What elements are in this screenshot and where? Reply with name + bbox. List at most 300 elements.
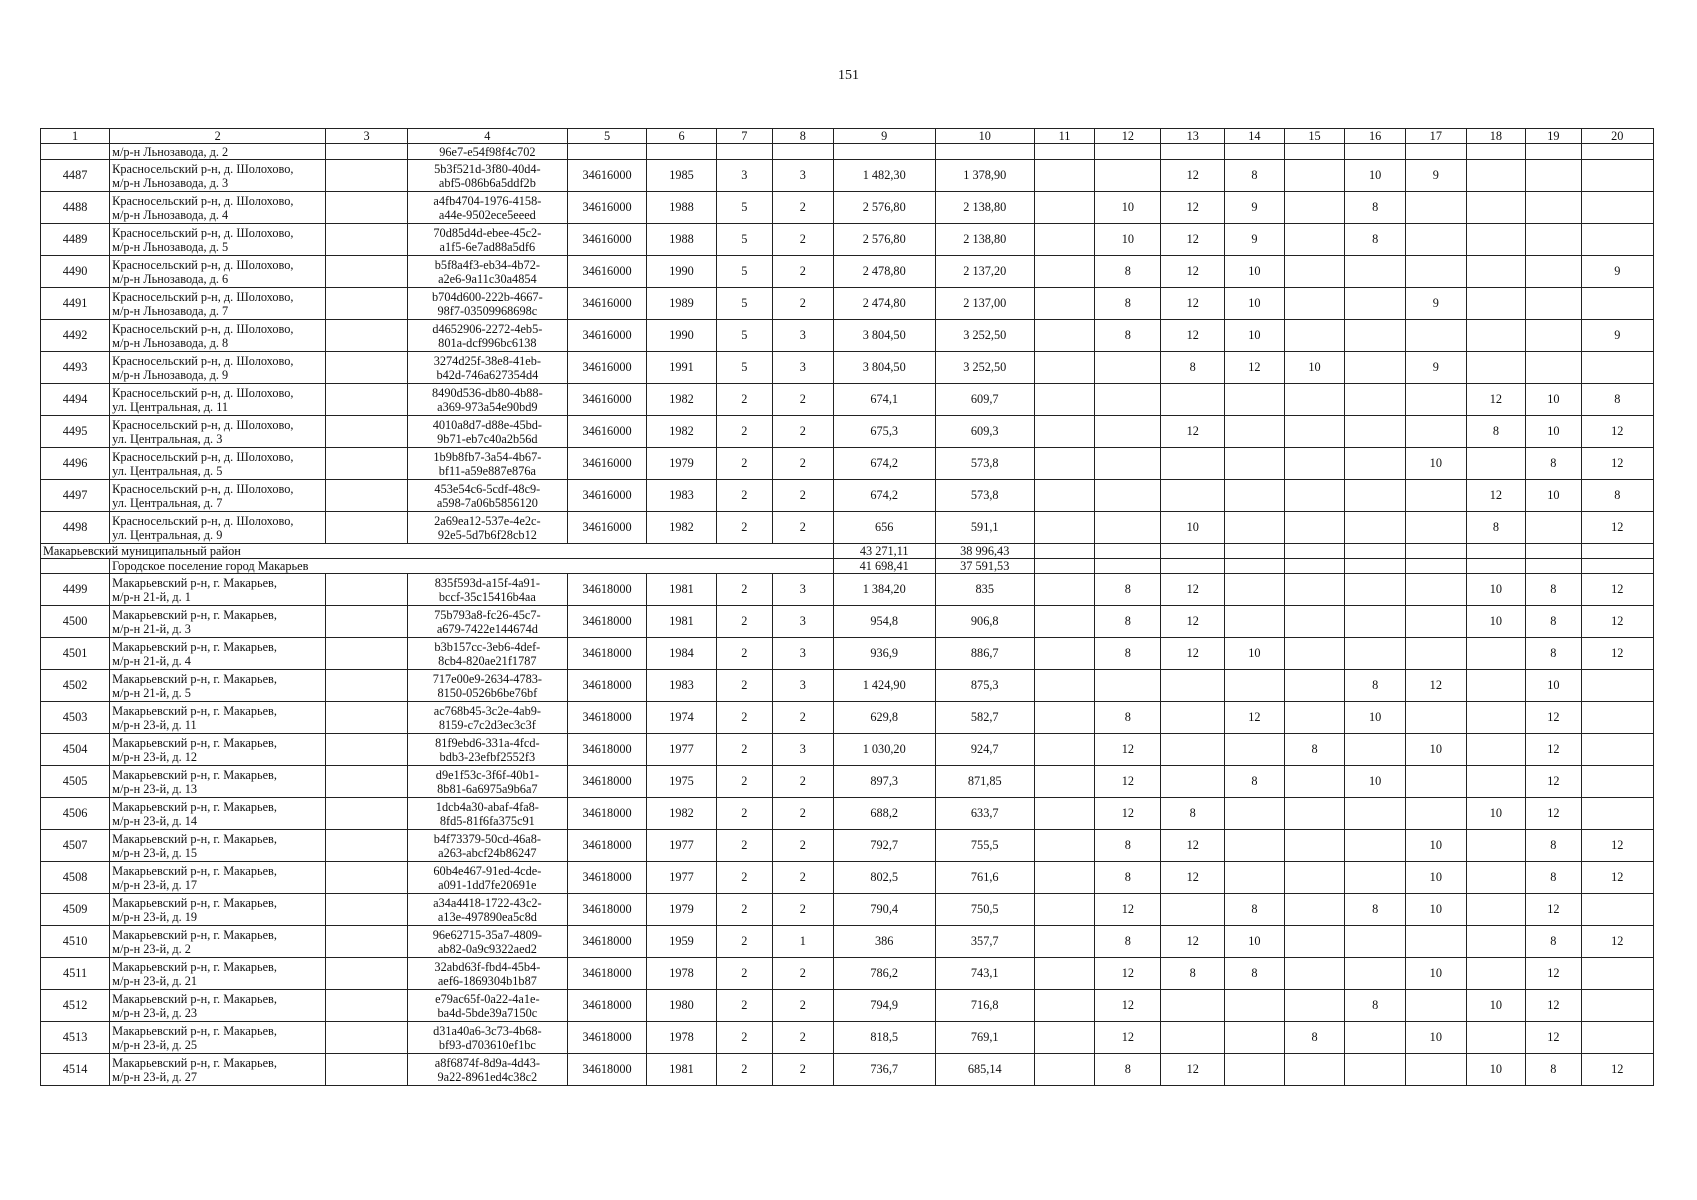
- value-cell: [1466, 702, 1526, 734]
- value-cell: 10: [1406, 1022, 1467, 1054]
- district-subtotal-row-living-area: 38 996,43: [935, 544, 1034, 559]
- cell: [1581, 144, 1653, 160]
- value-cell: [1284, 160, 1345, 192]
- value-cell: 12: [1161, 288, 1225, 320]
- value-cell: 2 576,80: [833, 224, 935, 256]
- column-number: 9: [833, 129, 935, 144]
- value-cell: 2 138,80: [935, 192, 1034, 224]
- value-cell: 8: [1095, 288, 1161, 320]
- address-cell-line: м/р-н 23-й, д. 23: [112, 1005, 198, 1020]
- guid-cell-line: 1dcb4a30-abaf-4fa8-: [435, 799, 539, 814]
- value-cell: 34616000: [567, 448, 647, 480]
- value-cell: [1284, 416, 1345, 448]
- value-cell: 12: [1161, 416, 1225, 448]
- table-row: [41, 416, 1654, 448]
- table-row: [41, 638, 1654, 670]
- value-cell: [1034, 160, 1095, 192]
- value-cell: 10: [1466, 606, 1526, 638]
- value-cell: 5: [716, 352, 772, 384]
- cell: [326, 574, 408, 606]
- value-cell: 12: [1526, 1022, 1581, 1054]
- table-row: [41, 160, 1654, 192]
- value-cell: 10: [1406, 830, 1467, 862]
- guid-cell-line: 60b4e467-91ed-4cde-: [433, 863, 542, 878]
- row-number: 4494: [41, 384, 110, 416]
- value-cell: 12: [1161, 224, 1225, 256]
- value-cell: [1161, 702, 1225, 734]
- value-cell: [1581, 798, 1653, 830]
- address-cell-line: Макарьевский р-н, г. Макарьев,: [112, 735, 277, 750]
- address-cell-line: Красносельский р-н, д. Шолохово,: [112, 289, 294, 304]
- value-cell: 2: [773, 830, 834, 862]
- value-cell: [1345, 958, 1406, 990]
- value-cell: 34616000: [567, 320, 647, 352]
- value-cell: 9: [1225, 224, 1285, 256]
- value-cell: [1034, 702, 1095, 734]
- cell: [1284, 544, 1345, 559]
- address-cell-line: ул. Центральная, д. 7: [112, 495, 223, 510]
- row-number: 4492: [41, 320, 110, 352]
- value-cell: [1284, 288, 1345, 320]
- column-number: 7: [716, 129, 772, 144]
- value-cell: [1581, 288, 1653, 320]
- guid-cell: [408, 990, 568, 1022]
- value-cell: [1161, 990, 1225, 1022]
- value-cell: 10: [1225, 926, 1285, 958]
- value-cell: 12: [1161, 574, 1225, 606]
- value-cell: 2 478,80: [833, 256, 935, 288]
- address-cell-line: Макарьевский р-н, г. Макарьев,: [112, 767, 277, 782]
- cell: [326, 702, 408, 734]
- row-number: 4503: [41, 702, 110, 734]
- value-cell: 1985: [647, 160, 716, 192]
- value-cell: [1034, 990, 1095, 1022]
- value-cell: 3: [773, 670, 834, 702]
- column-number: 1: [41, 129, 110, 144]
- value-cell: [1406, 512, 1467, 544]
- cell: [326, 160, 408, 192]
- table-row: [41, 798, 1654, 830]
- column-number: 2: [110, 129, 326, 144]
- value-cell: [1095, 160, 1161, 192]
- value-cell: 790,4: [833, 894, 935, 926]
- value-cell: 34618000: [567, 1054, 647, 1086]
- value-cell: 12: [1526, 894, 1581, 926]
- value-cell: 755,5: [935, 830, 1034, 862]
- cell: [41, 144, 110, 160]
- value-cell: [1466, 192, 1526, 224]
- district-subtotal-row-label: Макарьевский муниципальный район: [41, 544, 834, 559]
- address-cell-line: м/р-н 23-й, д. 19: [112, 909, 198, 924]
- value-cell: 34616000: [567, 192, 647, 224]
- value-cell: 3 252,50: [935, 352, 1034, 384]
- value-cell: 897,3: [833, 766, 935, 798]
- value-cell: [1345, 512, 1406, 544]
- value-cell: 8: [1345, 894, 1406, 926]
- value-cell: 2: [773, 766, 834, 798]
- value-cell: 2 576,80: [833, 192, 935, 224]
- guid-cell-line: b42d-746a627354d4: [436, 367, 539, 382]
- value-cell: 8: [1345, 670, 1406, 702]
- table-row: [41, 862, 1654, 894]
- value-cell: [1034, 670, 1095, 702]
- value-cell: [1034, 574, 1095, 606]
- value-cell: [1526, 288, 1581, 320]
- settlement-subtotal-row-total-area: 41 698,41: [833, 559, 935, 574]
- value-cell: 34616000: [567, 384, 647, 416]
- value-cell: 10: [1466, 1054, 1526, 1086]
- settlement-subtotal-row-label: Городское поселение город Макарьев: [110, 559, 833, 574]
- value-cell: 12: [1161, 638, 1225, 670]
- guid-cell: [408, 288, 568, 320]
- guid-cell-line: 8cb4-820ae21f1787: [438, 653, 537, 668]
- value-cell: 2: [716, 574, 772, 606]
- row-number: 4495: [41, 416, 110, 448]
- value-cell: 12: [1161, 320, 1225, 352]
- value-cell: 792,7: [833, 830, 935, 862]
- value-cell: 10: [1526, 416, 1581, 448]
- row-number: 4504: [41, 734, 110, 766]
- value-cell: 10: [1466, 574, 1526, 606]
- address-cell: [110, 352, 326, 384]
- value-cell: 8: [1526, 862, 1581, 894]
- guid-cell-line: 1b9b8fb7-3a54-4b67-: [433, 449, 542, 464]
- value-cell: 34616000: [567, 160, 647, 192]
- guid-cell-line: 8b81-6a6975a9b6a7: [437, 781, 538, 796]
- value-cell: 1982: [647, 416, 716, 448]
- table-row: [41, 256, 1654, 288]
- value-cell: 1959: [647, 926, 716, 958]
- address-cell: [110, 606, 326, 638]
- table-row: [41, 1054, 1654, 1086]
- table-row: [41, 894, 1654, 926]
- table-row: [41, 448, 1654, 480]
- value-cell: [1581, 670, 1653, 702]
- value-cell: 10: [1406, 734, 1467, 766]
- value-cell: [1406, 320, 1467, 352]
- value-cell: 34618000: [567, 990, 647, 1022]
- value-cell: 1 030,20: [833, 734, 935, 766]
- value-cell: 8: [1345, 990, 1406, 1022]
- table-row: [41, 830, 1654, 862]
- cell: [326, 1054, 408, 1086]
- address-cell-line: Макарьевский р-н, г. Макарьев,: [112, 1023, 277, 1038]
- value-cell: [1284, 320, 1345, 352]
- cell: [1406, 144, 1467, 160]
- value-cell: [1161, 670, 1225, 702]
- address-cell-line: Макарьевский р-н, г. Макарьев,: [112, 991, 277, 1006]
- value-cell: 10: [1526, 670, 1581, 702]
- value-cell: 8: [1526, 574, 1581, 606]
- value-cell: 8: [1526, 448, 1581, 480]
- value-cell: [1466, 734, 1526, 766]
- cell: [326, 734, 408, 766]
- value-cell: 924,7: [935, 734, 1034, 766]
- address-cell: [110, 512, 326, 544]
- cell: [1345, 559, 1406, 574]
- value-cell: [1345, 862, 1406, 894]
- value-cell: [1406, 606, 1467, 638]
- value-cell: [1284, 448, 1345, 480]
- address-cell: [110, 638, 326, 670]
- address-cell-line: Красносельский р-н, д. Шолохово,: [112, 225, 294, 240]
- guid-cell-line: b704d600-222b-4667-: [432, 289, 543, 304]
- value-cell: 34616000: [567, 288, 647, 320]
- value-cell: 12: [1095, 1022, 1161, 1054]
- value-cell: [1225, 830, 1285, 862]
- value-cell: 2: [773, 384, 834, 416]
- column-number: 3: [326, 129, 408, 144]
- value-cell: [1526, 192, 1581, 224]
- address-cell-line: Красносельский р-н, д. Шолохово,: [112, 321, 294, 336]
- guid-cell-line: bf11-a59e887e876a: [438, 463, 536, 478]
- value-cell: 1979: [647, 448, 716, 480]
- address-cell-line: м/р-н 23-й, д. 15: [112, 845, 198, 860]
- cell: [1581, 544, 1653, 559]
- value-cell: [1034, 352, 1095, 384]
- value-cell: [1345, 416, 1406, 448]
- table-row: [41, 734, 1654, 766]
- value-cell: 8: [1345, 224, 1406, 256]
- value-cell: 3: [773, 320, 834, 352]
- value-cell: 1983: [647, 670, 716, 702]
- cell: [1095, 144, 1161, 160]
- guid-cell-line: 8490d536-db80-4b88-: [432, 385, 543, 400]
- value-cell: [1284, 192, 1345, 224]
- district-subtotal-row-total-area: 43 271,11: [833, 544, 935, 559]
- guid-cell-line: abf5-086b6a5ddf2b: [438, 175, 536, 190]
- value-cell: [1526, 320, 1581, 352]
- value-cell: 9: [1406, 288, 1467, 320]
- value-cell: [1466, 894, 1526, 926]
- value-cell: 2: [716, 606, 772, 638]
- value-cell: 2: [716, 670, 772, 702]
- value-cell: 12: [1526, 702, 1581, 734]
- value-cell: [1345, 798, 1406, 830]
- column-number: 19: [1526, 129, 1581, 144]
- value-cell: 954,8: [833, 606, 935, 638]
- guid-cell-line: bf93-d703610ef1bc: [438, 1037, 536, 1052]
- guid-cell-line: 9b71-eb7c40a2b56d: [437, 431, 538, 446]
- cell: [647, 144, 716, 160]
- value-cell: 674,1: [833, 384, 935, 416]
- row-number: 4496: [41, 448, 110, 480]
- value-cell: 2: [773, 894, 834, 926]
- value-cell: [1466, 256, 1526, 288]
- value-cell: [1526, 256, 1581, 288]
- value-cell: 5: [716, 288, 772, 320]
- cell: [1406, 544, 1467, 559]
- value-cell: [1225, 574, 1285, 606]
- address-cell: [110, 766, 326, 798]
- table-row: [41, 574, 1654, 606]
- value-cell: 12: [1466, 384, 1526, 416]
- column-number: 11: [1034, 129, 1095, 144]
- table-row: [41, 958, 1654, 990]
- value-cell: 2: [716, 894, 772, 926]
- value-cell: [1284, 862, 1345, 894]
- value-cell: [1406, 192, 1467, 224]
- address-cell-line: м/р-н 23-й, д. 2: [112, 941, 191, 956]
- value-cell: 2 137,20: [935, 256, 1034, 288]
- value-cell: [1284, 512, 1345, 544]
- value-cell: 8: [1466, 416, 1526, 448]
- value-cell: 2: [716, 766, 772, 798]
- value-cell: [1034, 734, 1095, 766]
- row-number: 4502: [41, 670, 110, 702]
- value-cell: 12: [1161, 926, 1225, 958]
- value-cell: [1284, 480, 1345, 512]
- value-cell: 12: [1161, 606, 1225, 638]
- value-cell: 802,5: [833, 862, 935, 894]
- value-cell: 1977: [647, 830, 716, 862]
- value-cell: [1034, 288, 1095, 320]
- row-number: 4488: [41, 192, 110, 224]
- value-cell: [1034, 416, 1095, 448]
- cell: [1466, 144, 1526, 160]
- value-cell: [1345, 1022, 1406, 1054]
- value-cell: 1981: [647, 1054, 716, 1086]
- value-cell: 1982: [647, 512, 716, 544]
- registry-table: [40, 128, 1654, 1086]
- value-cell: 10: [1526, 384, 1581, 416]
- value-cell: 8: [1095, 862, 1161, 894]
- cell: [1526, 559, 1581, 574]
- value-cell: 12: [1581, 574, 1653, 606]
- value-cell: 8: [1095, 320, 1161, 352]
- value-cell: [1345, 448, 1406, 480]
- value-cell: 12: [1161, 192, 1225, 224]
- cell: [326, 638, 408, 670]
- value-cell: [1581, 734, 1653, 766]
- value-cell: [1161, 734, 1225, 766]
- cell: [1225, 559, 1285, 574]
- value-cell: [1466, 862, 1526, 894]
- column-number: 17: [1406, 129, 1467, 144]
- column-number: 14: [1225, 129, 1285, 144]
- value-cell: [1466, 352, 1526, 384]
- cell: [1034, 144, 1095, 160]
- value-cell: [1406, 766, 1467, 798]
- value-cell: 8: [1581, 384, 1653, 416]
- value-cell: 743,1: [935, 958, 1034, 990]
- value-cell: [1345, 638, 1406, 670]
- value-cell: [1581, 160, 1653, 192]
- guid-cell-line: d9e1f53c-3f6f-40b1-: [435, 767, 539, 782]
- value-cell: [1034, 830, 1095, 862]
- value-cell: 12: [1581, 448, 1653, 480]
- value-cell: 609,3: [935, 416, 1034, 448]
- value-cell: 3: [773, 638, 834, 670]
- row-number: 4501: [41, 638, 110, 670]
- row-number: 4500: [41, 606, 110, 638]
- cell: [326, 894, 408, 926]
- value-cell: [1284, 670, 1345, 702]
- guid-cell: [408, 638, 568, 670]
- guid-cell-line: 801a-dcf996bc6138: [438, 335, 537, 350]
- value-cell: 3: [773, 160, 834, 192]
- value-cell: [1284, 224, 1345, 256]
- value-cell: 10: [1225, 320, 1285, 352]
- value-cell: 716,8: [935, 990, 1034, 1022]
- address-cell: м/р-н Льнозавода, д. 2: [110, 144, 326, 160]
- value-cell: 10: [1406, 448, 1467, 480]
- value-cell: [1161, 480, 1225, 512]
- value-cell: 1977: [647, 862, 716, 894]
- guid-cell: [408, 512, 568, 544]
- settlement-subtotal-row-living-area: 37 591,53: [935, 559, 1034, 574]
- value-cell: [1345, 1054, 1406, 1086]
- value-cell: [1284, 766, 1345, 798]
- guid-cell: [408, 574, 568, 606]
- value-cell: [1284, 958, 1345, 990]
- guid-cell: [408, 894, 568, 926]
- cell: [1225, 544, 1285, 559]
- table-row: [41, 606, 1654, 638]
- value-cell: 12: [1161, 256, 1225, 288]
- guid-cell-line: e79ac65f-0a22-4a1e-: [435, 991, 540, 1006]
- value-cell: [1284, 926, 1345, 958]
- value-cell: 8: [1284, 1022, 1345, 1054]
- value-cell: [1284, 1054, 1345, 1086]
- value-cell: 582,7: [935, 702, 1034, 734]
- value-cell: 34618000: [567, 1022, 647, 1054]
- row-number: 4493: [41, 352, 110, 384]
- value-cell: 688,2: [833, 798, 935, 830]
- table-row: [41, 224, 1654, 256]
- value-cell: [1034, 1054, 1095, 1086]
- value-cell: [1095, 448, 1161, 480]
- guid-cell-line: 835f593d-a15f-4a91-: [434, 575, 540, 590]
- value-cell: 34618000: [567, 798, 647, 830]
- address-cell-line: м/р-н 23-й, д. 12: [112, 749, 198, 764]
- guid-cell-line: a34a4418-1722-43c2-: [433, 895, 542, 910]
- value-cell: [1225, 990, 1285, 1022]
- guid-cell: [408, 448, 568, 480]
- value-cell: 3: [773, 606, 834, 638]
- value-cell: 12: [1526, 958, 1581, 990]
- address-cell-line: Красносельский р-н, д. Шолохово,: [112, 481, 294, 496]
- value-cell: 736,7: [833, 1054, 935, 1086]
- value-cell: 5: [716, 192, 772, 224]
- value-cell: [1225, 1022, 1285, 1054]
- value-cell: [1345, 926, 1406, 958]
- value-cell: [1284, 830, 1345, 862]
- value-cell: [1466, 160, 1526, 192]
- value-cell: 12: [1581, 512, 1653, 544]
- address-cell-line: м/р-н 23-й, д. 25: [112, 1037, 198, 1052]
- value-cell: 12: [1526, 766, 1581, 798]
- value-cell: [1225, 384, 1285, 416]
- value-cell: 5: [716, 320, 772, 352]
- value-cell: [1406, 798, 1467, 830]
- value-cell: 12: [1225, 352, 1285, 384]
- value-cell: 2: [716, 384, 772, 416]
- cell: [833, 144, 935, 160]
- guid-cell-line: bccf-35c15416b4aa: [438, 589, 536, 604]
- cell: [326, 766, 408, 798]
- guid-cell: [408, 384, 568, 416]
- value-cell: 1989: [647, 288, 716, 320]
- table-row: [41, 288, 1654, 320]
- value-cell: 674,2: [833, 448, 935, 480]
- column-number: 5: [567, 129, 647, 144]
- value-cell: 1979: [647, 894, 716, 926]
- value-cell: 12: [1406, 670, 1467, 702]
- guid-cell-line: a263-abcf24b86247: [438, 845, 537, 860]
- guid-cell-line: 5b3f521d-3f80-40d4-: [434, 161, 541, 176]
- address-cell: [110, 160, 326, 192]
